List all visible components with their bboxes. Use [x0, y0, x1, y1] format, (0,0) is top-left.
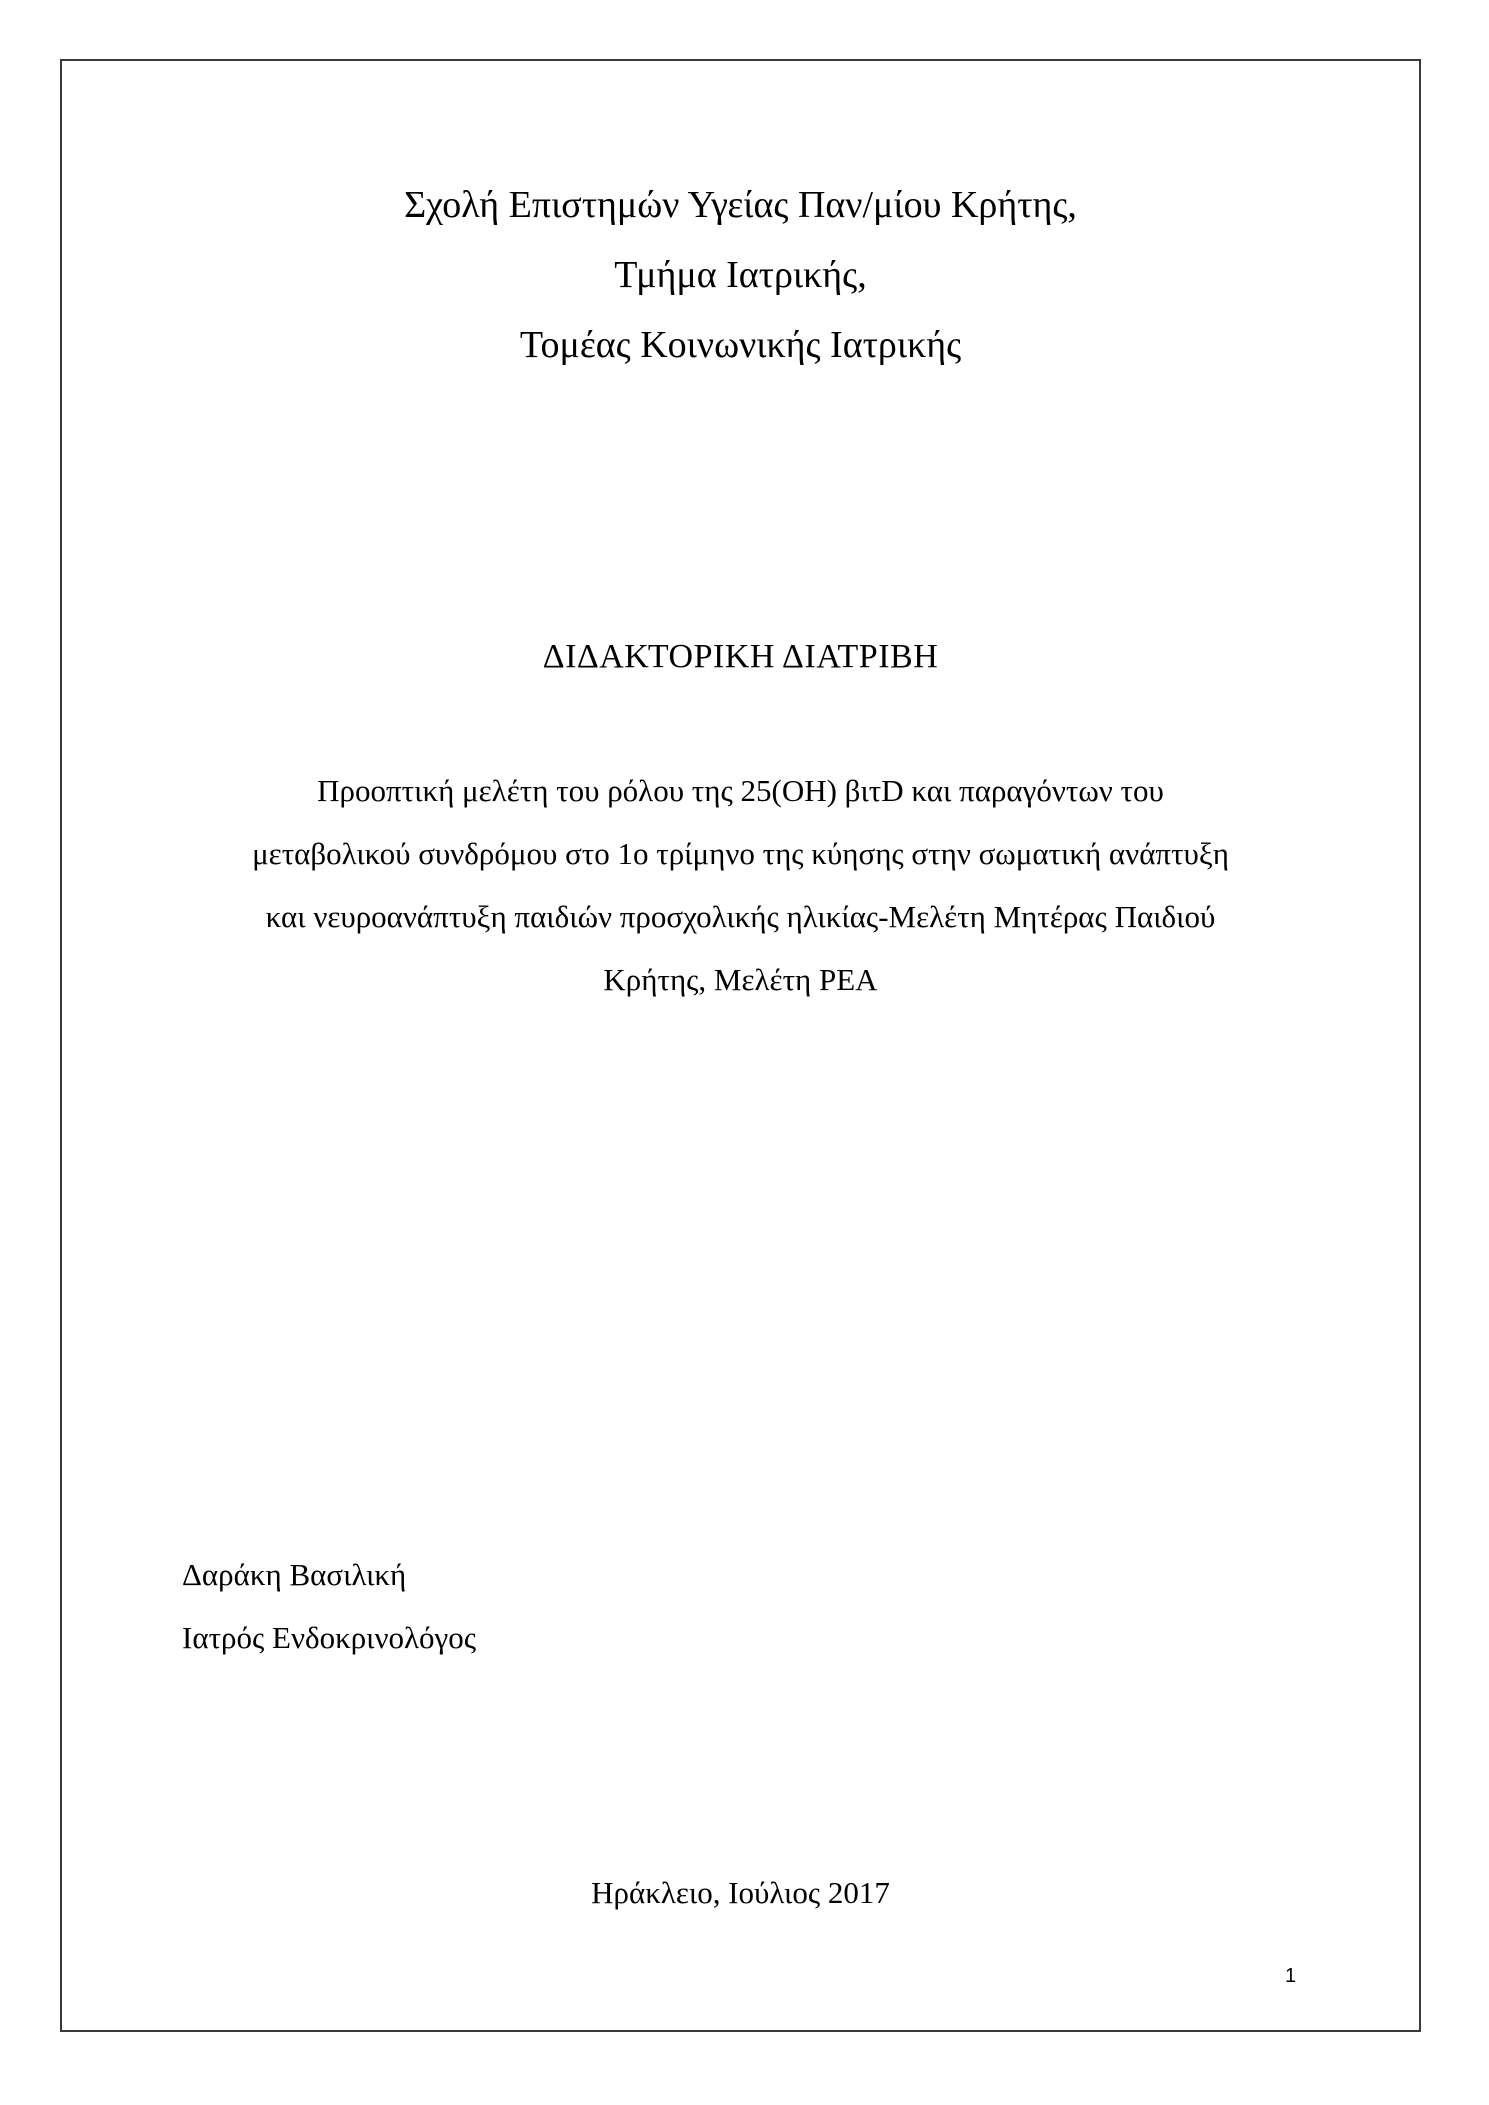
title-line-1: Προοπτική μελέτη του ρόλου της 25(OH) βιτD και παραγόντων του [317, 773, 1164, 808]
document-type: ΔΙΔΑΚΤΟΡΙΚΗ ΔΙΑΤΡΙΒΗ [542, 638, 939, 675]
institution-school: Σχολή Επιστημών Υγείας Παν/μίου Κρήτης, [404, 184, 1077, 226]
title-line-4: Κρήτης, Μελέτη ΡΕΑ [603, 962, 878, 997]
institution-department: Τμήμα Ιατρικής, [614, 254, 867, 296]
title-line-3: και νευροανάπτυξη παιδιών προσχολικής ηλικίας-Μελέτη Μητέρας Παιδιού [265, 899, 1216, 934]
title-line-2: μεταβολικού συνδρόμου στο 1ο τρίμηνο της κύησης στην σωματική ανάπτυξη [252, 836, 1229, 871]
author-profession: Ιατρός Ενδοκρινολόγος [182, 1620, 477, 1655]
place-date: Ηράκλειο, Ιούλιος 2017 [591, 1875, 890, 1910]
institution-sector: Τομέας Κοινωνικής Ιατρικής [519, 324, 962, 366]
author-name: Δαράκη Βασιλική [182, 1557, 407, 1592]
page-number: 1 [1285, 1965, 1297, 1987]
